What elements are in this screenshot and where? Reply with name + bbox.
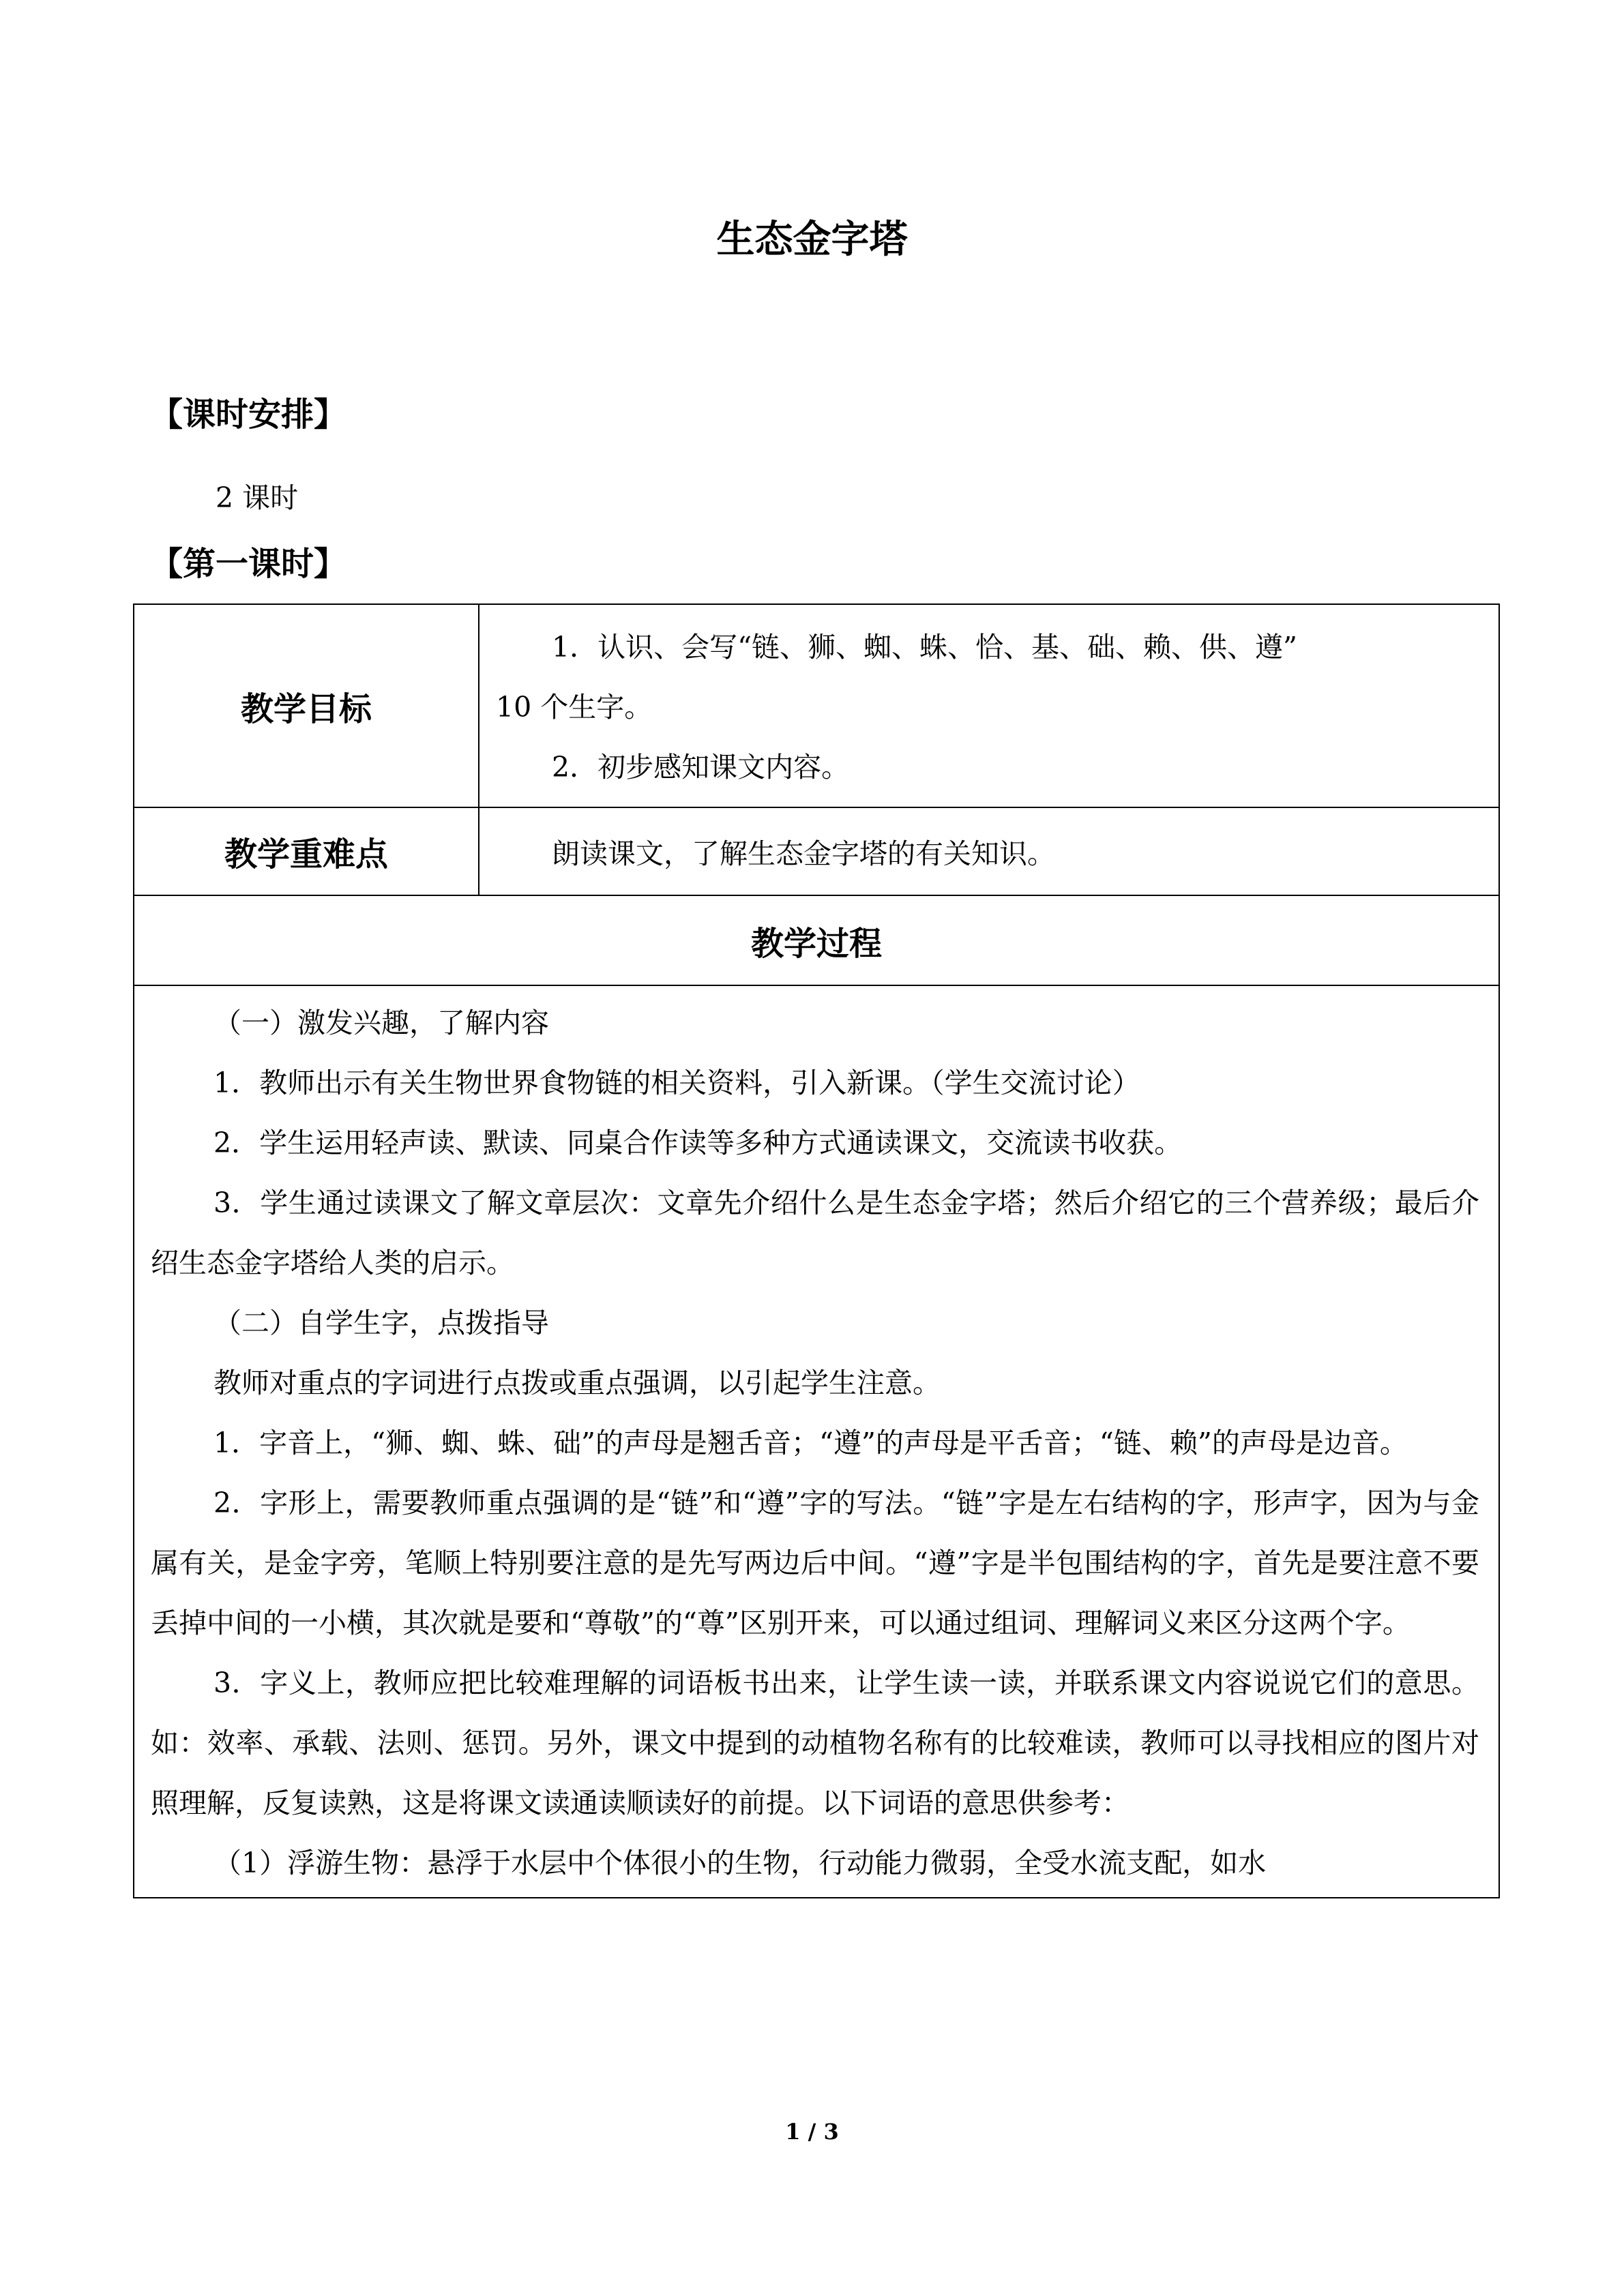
schedule-heading: 【课时安排】: [150, 396, 347, 434]
difficulty-value: 朗读课文，了解生态金字塔的有关知识。: [479, 807, 1499, 895]
difficulty-row: [134, 807, 1499, 895]
process-label: 教学过程: [134, 895, 1499, 985]
process-paragraph: 2．字形上，需要教师重点强调的是“链”和“遵”字的写法。“链”字是左右结构的字，形声字，因为与金属有关，是金字旁，笔顺上特别要注意的是先写两边后中间。“遵”字是半包围结构的字，首先是要注意不要丢掉中间的一小横，其次就是要和“尊敬”的“尊”区别开来，可以通过组词、理解词义来区分这两个字。: [151, 1487, 1479, 1639]
goals-label: 教学目标: [134, 604, 479, 807]
lesson-plan-table: [133, 603, 1500, 1898]
process-paragraph: （1）浮游生物：悬浮于水层中个体很小的生物，行动能力微弱，全受水流支配，如水: [213, 1847, 1267, 1879]
process-paragraph: 1．教师出示有关生物世界食物链的相关资料，引入新课。（学生交流讨论）: [213, 1067, 1140, 1099]
process-paragraph: 3．学生通过读课文了解文章层次：文章先介绍什么是生态金字塔；然后介绍它的三个营养级；最后介绍生态金字塔给人类的启示。: [151, 1187, 1479, 1279]
process-paragraph: 2．学生运用轻声读、默读、同桌合作读等多种方式通读课文，交流读书收获。: [213, 1127, 1183, 1159]
goal-item-2: 2．初步感知课文内容。: [552, 751, 850, 784]
process-paragraph: 1．字音上，“狮、蜘、蛛、础”的声母是翘舌音；“遵”的声母是平舌音；“链、赖”的声母是边音。: [213, 1427, 1408, 1459]
schedule-value: 2 课时: [216, 481, 299, 514]
process-content: [134, 985, 1499, 1898]
process-paragraph: （一）激发兴趣，了解内容: [213, 1007, 549, 1039]
process-paragraph: （二）自学生字，点拨指导: [213, 1307, 549, 1339]
goals-row: [134, 604, 1499, 807]
process-paragraph: 教师对重点的字词进行点拨或重点强调，以引起学生注意。: [213, 1367, 941, 1399]
document-title: 生态金字塔: [716, 218, 908, 262]
process-paragraph: 3．字义上，教师应把比较难理解的词语板书出来，让学生读一读，并联系课文内容说说它们的意思。如：效率、承载、法则、惩罚。另外，课文中提到的动植物名称有的比较难读，教师可以寻找相应的图片对照理解，反复读熟，这是将课文读通读顺读好的前提。以下词语的意思供参考：: [151, 1667, 1479, 1819]
goal-item-1-continued: 10 个生字。: [496, 691, 653, 724]
first-period-heading: 【第一课时】: [150, 545, 347, 583]
goal-item-1: 1．认识、会写“链、狮、蜘、蛛、恰、基、础、赖、供、遵”: [552, 631, 1298, 664]
goals-value: [479, 604, 1499, 807]
process-header-row: [134, 895, 1499, 985]
process-body-row: [134, 985, 1499, 1898]
page-number: 1 / 3: [785, 2119, 839, 2145]
difficulty-label: 教学重难点: [134, 807, 479, 895]
